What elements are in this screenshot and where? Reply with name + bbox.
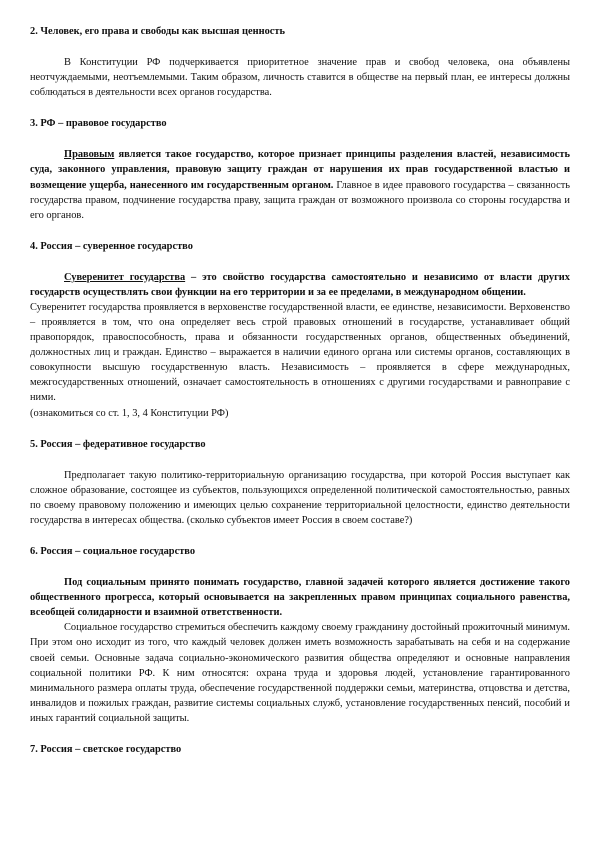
section-paragraph [30, 270, 570, 300]
reference-note: (ознакомиться со ст. 1, 3, 4 Конституции РФ) [30, 407, 229, 419]
section-4 [30, 239, 570, 421]
term-definition: – это свойство государства самостоятельно и независимо от власти других государств осуществлять свои функции на его территории и за ее пределами, в международном общении. [30, 271, 570, 298]
defined-term: Правовым [64, 149, 115, 161]
section-paragraph [30, 147, 570, 222]
section-heading: 4. Россия – суверенное государство [30, 240, 193, 252]
section-3 [30, 116, 570, 222]
section-heading: 6. Россия – социальное государство [30, 546, 196, 558]
section-paragraph: В Конституции РФ подчеркивается приоритетное значение прав и свобод человека, она объявлены неотчуждаемыми, неотъемлемыми. Таким образом, личность ставится в обществе на первый план, ее интересы должны соблюдаться в деятельности всех органов государства. [30, 57, 570, 99]
section-paragraph-2: Суверенитет государства проявляется в верховенстве государственной власти, ее единстве, независимости. Верховенство – проявляется в том, что она определяет весь строй правовых отношений в государстве, устанавливает общий правопорядок, правоспособность, права и обязанности государственных органов, общественных объединений, должностных лиц и граждан. Единство – выражается в наличии единого органа или системы органов, составляющих в совокупности высшую государственную власть. Независимость – проявляется в сфере международных, межгосударственных отношений, означает самостоятельность в отношениях с другими государствами и равноправие с ними. [30, 302, 570, 404]
section-heading: 5. Россия – федеративное государство [30, 438, 206, 450]
section-6 [30, 544, 570, 726]
section-2 [30, 24, 570, 100]
section-7 [30, 742, 570, 757]
term-definition: является такое государство, которое признает принципы разделения властей, независимость суда, законного управления, правовую защиту граждан от нарушения их прав государственной властью и возмещение ущерба, нанесенного им государственным органом. [30, 149, 570, 191]
paragraph-rest: Главное в идее правового государства – связанность государства правом, подчинение государства праву, защита граждан от возможного произвола со стороны государства и его органов. [30, 179, 570, 221]
section-heading: 7. Россия – светское государство [30, 743, 182, 755]
section-bold-paragraph: Под социальным принято понимать государство, главной задачей которого является достижение такого общественного прогресса, который основывается на закрепленных правом принципах социального равенства, всеобщей солидарности и взаимной ответственности. [30, 577, 570, 619]
section-heading: 2. Человек, его права и свободы как высшая ценность [30, 26, 285, 37]
section-5 [30, 437, 570, 528]
section-heading: 3. РФ – правовое государство [30, 118, 167, 130]
defined-term: Суверенитет государства [64, 271, 186, 283]
section-paragraph: Социальное государство стремиться обеспечить каждому своему гражданину достойный прожиточный минимум. При этом оно исходит из того, что каждый человек должен иметь возможность зарабатывать на себя и на содержание своей семьи. Основные задача социально-экономического развития общества определяют и основные направления социальной политики РФ. К ним относятся: охрана труда и здоровья людей, установление гарантированного минимального размера оплаты труда, обеспечение государственной поддержки семьи, материнства, отцовства и детства, инвалидов и пожилых граждан, развитие системы социальных служб, установление государственных пенсий, пособий и иных гарантий социальной защиты. [30, 622, 570, 724]
document-page [30, 24, 570, 773]
section-paragraph: Предполагает такую политико-территориальную организацию государства, при которой Россия выступает как сложное образование, состоящее из субъектов, пользующихся определенной политической самостоятельностью, равных по своему правовому положению и имеющих целью сохранение территориальной целостности, единство деятельности государства в интересах общества. (сколько субъектов имеет Россия в своем составе?) [30, 469, 570, 526]
